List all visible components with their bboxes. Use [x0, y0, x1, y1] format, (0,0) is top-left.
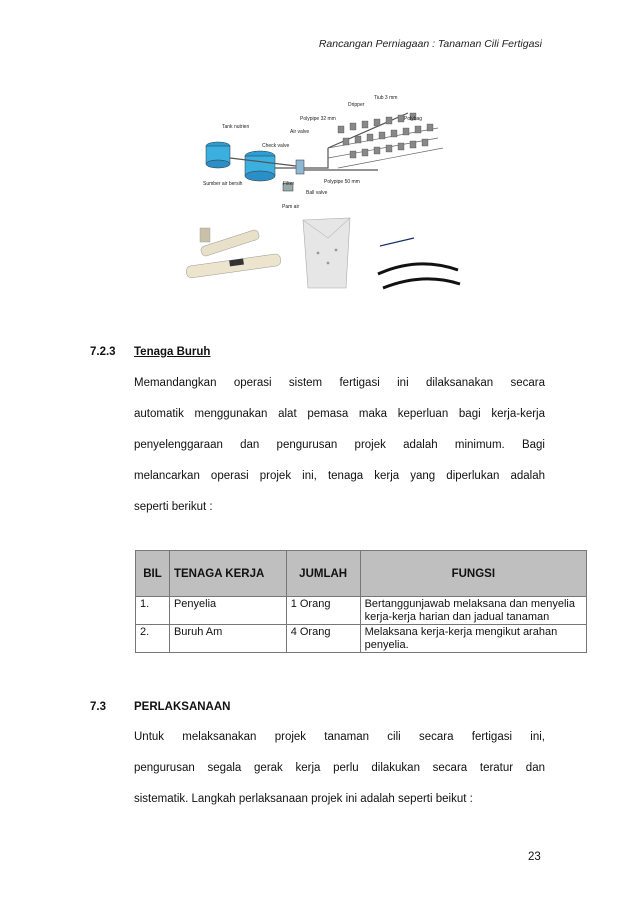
labour-table [135, 550, 587, 653]
tank-clean-water-icon [245, 151, 275, 181]
cell-fungsi: Bertanggunjawab melaksana dan menyelia kerja-kerja harian dan jadual tanaman [360, 597, 586, 625]
tank-nutrient-icon [206, 142, 230, 168]
dripper-tube-photo [378, 238, 460, 288]
cell-jumlah: 1 Orang [286, 597, 360, 625]
cell-bil: 2. [136, 625, 170, 653]
label-pam: Pam air [282, 204, 300, 210]
para-line: Untuk melaksanakan projek tanaman cili secara fertigasi ini, [134, 731, 545, 743]
label-polypipe32: Polypipe 32 mm [300, 116, 336, 122]
para-line: automatik menggunakan alat pemasa maka keperluan bagi kerja-kerja [134, 408, 545, 420]
label-filter: Filter [283, 181, 295, 187]
cell-jumlah: 4 Orang [286, 625, 360, 653]
para-line: penyelenggaraan dan pengurusan projek adalah minimum. Bagi [134, 439, 545, 451]
fertigation-diagram [178, 88, 468, 303]
ec-meter-photo [186, 228, 282, 278]
cell-tenaga-kerja: Buruh Am [169, 625, 286, 653]
para-line: sistematik. Langkah perlaksanaan projek ini adalah seperti beikut : [134, 793, 473, 805]
para-line: pengurusan segala gerak kerja perlu dilakukan secara teratur dan [134, 762, 545, 774]
col-header-fungsi: FUNGSI [360, 551, 586, 597]
label-polypipe50: Polypipe 50 mm [324, 179, 360, 185]
label-airvalve: Air valve [290, 129, 310, 135]
table-row [136, 625, 587, 653]
col-header-tenaga-kerja: TENAGA KERJA [169, 551, 286, 597]
section-number-723: 7.2.3 [90, 346, 116, 358]
label-sumber: Sumber air bersih [203, 181, 243, 187]
cell-tenaga-kerja: Penyelia [169, 597, 286, 625]
page-number: 23 [528, 851, 541, 863]
col-header-jumlah: JUMLAH [286, 551, 360, 597]
para-line: seperti berikut : [134, 501, 213, 513]
section-number-73: 7.3 [90, 701, 106, 713]
label-polybag: Polybag [404, 116, 423, 122]
running-header: Rancangan Perniagaan : Tanaman Cili Fertigasi [318, 38, 542, 50]
polybag-photo [303, 218, 350, 288]
paragraph-tenaga-buruh [134, 368, 545, 523]
paragraph-perlaksanaan [134, 722, 545, 815]
fertigation-figure [178, 88, 468, 303]
label-checkvalve: Check valve [262, 143, 290, 149]
label-ballvalve: Ball valve [306, 190, 328, 196]
para-line: Memandangkan operasi sistem fertigasi ini dilaksanakan secara [134, 377, 545, 389]
section-title-tenaga-buruh: Tenaga Buruh [134, 346, 211, 358]
cell-fungsi: Melaksana kerja-kerja mengikut arahan penyelia. [360, 625, 586, 653]
col-header-bil: BIL [136, 551, 170, 597]
label-tank: Tank nutrien [222, 124, 250, 130]
label-tiub: Tiub 3 mm [374, 95, 398, 101]
table-row [136, 597, 587, 625]
cell-bil: 1. [136, 597, 170, 625]
section-title-perlaksanaan: PERLAKSANAAN [134, 701, 231, 713]
label-dripper: Dripper [348, 102, 365, 108]
para-line: melancarkan operasi projek ini, tenaga kerja yang diperlukan adalah [134, 470, 545, 482]
filter-icon [296, 160, 304, 174]
